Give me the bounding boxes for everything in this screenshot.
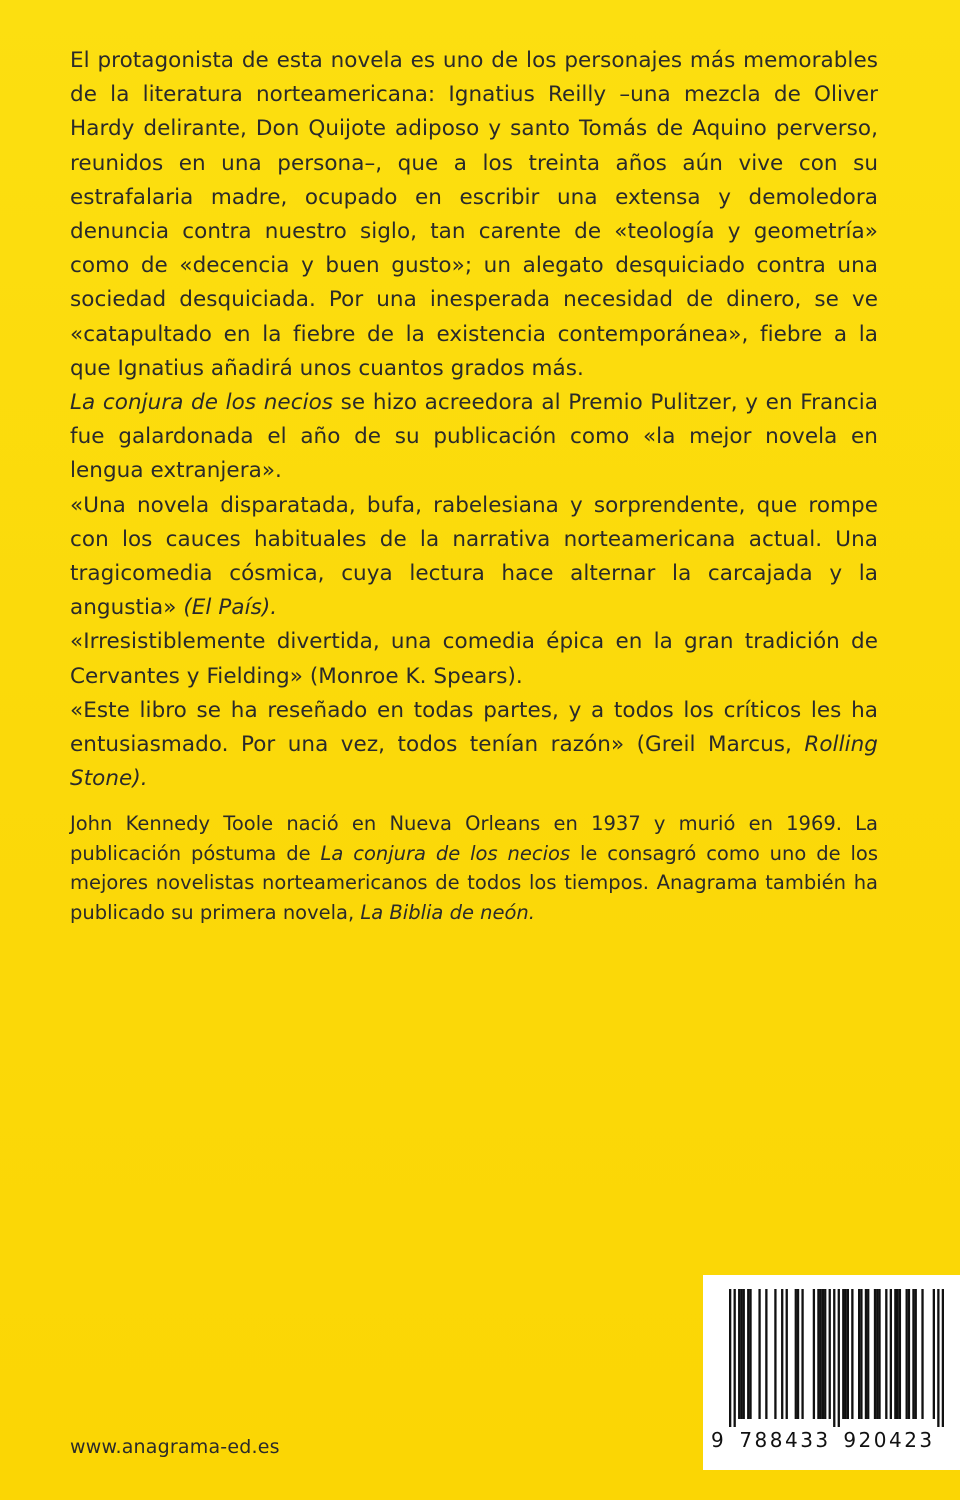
barcode-bar: [817, 1289, 819, 1419]
barcode-bar: [921, 1289, 923, 1419]
barcode-bar: [820, 1289, 822, 1419]
barcode-bar: [838, 1289, 840, 1427]
barcode-bar: [824, 1289, 826, 1419]
barcode-bar: [942, 1289, 944, 1427]
barcode-bar: [908, 1289, 910, 1419]
review-quote-marcus: [70, 694, 878, 797]
book-title-italic: La conjura de los necios: [70, 390, 334, 416]
barcode-bar: [937, 1289, 939, 1427]
barcode-bar: [747, 1289, 749, 1419]
review-quote-el-pais: [70, 489, 878, 626]
barcode-bar: [876, 1289, 878, 1419]
book-title-italic: La conjura de los necios: [320, 841, 571, 865]
barcode-bar: [890, 1289, 892, 1419]
barcode-bar: [729, 1289, 731, 1427]
barcode-bar: [749, 1289, 751, 1419]
barcode-bar: [847, 1289, 849, 1419]
barcode-bar: [765, 1289, 767, 1419]
barcode-bar: [781, 1289, 783, 1419]
barcode-bar: [851, 1289, 853, 1419]
barcode-bar: [867, 1289, 869, 1419]
barcode-bar: [801, 1289, 803, 1419]
barcode-bar: [738, 1289, 740, 1419]
isbn-barcode: [703, 1275, 960, 1470]
barcode-bar: [740, 1289, 742, 1419]
barcode-bar: [865, 1289, 867, 1419]
synopsis-paragraph-1: El protagonista de esta novela es uno de los personajes más memorables de la literatura norteamericana: Ignatius Reilly –una mezcla de Oliver Hardy delirante, Don Quijote adiposo y santo Tomás de Aquino perverso, reunidos en una persona–, que a los treinta años aún vive con su estrafalaria madre, ocupado en escribir una extensa y demoledora denuncia contra nuestro siglo, tan carente de «teología y geometría» como de «decencia y buen gusto»; un alegato desquiciado contra una sociedad desquiciada. Por una inesperada necesidad de dinero, se ve «catapultado en la fiebre de la existencia contemporánea», fiebre a la que Ignatius añadirá unos cuantos grados más.: [70, 48, 878, 381]
review-quote-spears: «Irresistiblemente divertida, una comedia épica en la gran tradición de Cervantes y Fielding» (Monroe K. Spears).: [70, 629, 878, 689]
barcode-bar: [734, 1289, 736, 1427]
barcode-bar: [860, 1289, 862, 1419]
author-bio: [70, 809, 878, 927]
author-bio-paragraph: [70, 809, 878, 927]
barcode-bar: [797, 1289, 799, 1419]
book-title-italic: La Biblia de neón.: [360, 900, 535, 924]
review-quote-text: «Este libro se ha reseñado en todas partes, y a todos los críticos les ha entusiasmado. Por una vez, todos tenían razón» (Greil Marcus,: [70, 697, 878, 758]
barcode-bar: [795, 1289, 797, 1419]
barcode-bar: [878, 1289, 880, 1419]
barcode-bar: [915, 1289, 917, 1419]
author-bio-text: le consagró como uno de los mejores novelistas norteamericanos de todos los tiempos. Anagrama también ha publicado su primera novela,: [70, 841, 878, 924]
barcode-bar: [933, 1289, 935, 1419]
review-quote-text: «Una novela disparatada, bufa, rabelesiana y sorprendente, que rompe con los cauces habituales de la narrativa norteamericana actual. Una tragicomedia cósmica, cuya lectura hace alternar la carcajada y la angustia»: [70, 492, 878, 621]
isbn-right-group: 920423: [843, 1428, 935, 1452]
barcode-bar: [786, 1289, 788, 1419]
barcode-bar: [833, 1289, 835, 1427]
barcode-bar: [896, 1289, 898, 1419]
barcode-bar: [899, 1289, 901, 1419]
barcode-bar: [912, 1289, 914, 1419]
barcode-bars: [729, 1289, 944, 1427]
barcode-bar: [758, 1289, 760, 1419]
author-bio-text: John Kennedy Toole nació en Nueva Orleans en 1937 y murió en 1969. La publicación póstuma de: [70, 812, 878, 865]
publisher-website: www.anagrama-ed.es: [70, 1436, 280, 1458]
isbn-left-group: 788433: [739, 1428, 831, 1452]
barcode-bar: [874, 1289, 876, 1419]
isbn-first-digit: 9: [711, 1428, 724, 1452]
review-source: (El País).: [183, 595, 278, 621]
barcode-bar: [842, 1289, 844, 1419]
barcode-bar: [858, 1289, 860, 1419]
barcode-bar: [813, 1289, 815, 1419]
award-text: se hizo acreedora al Premio Pulitzer, y en Francia fue galardonada el año de su publicación como «la mejor novela en lengua extranjera».: [70, 390, 878, 484]
barcode-bar: [774, 1289, 776, 1419]
barcode-bar: [894, 1289, 896, 1419]
barcode-bar: [743, 1289, 745, 1419]
barcode-bar: [829, 1289, 831, 1419]
barcode-bar: [885, 1289, 887, 1419]
barcode-bar: [844, 1289, 846, 1419]
barcode-bar: [906, 1289, 908, 1419]
review-source: Rolling Stone).: [70, 732, 878, 792]
synopsis-text: [70, 44, 878, 796]
synopsis-paragraph-2: [70, 386, 878, 489]
isbn-number: [711, 1428, 951, 1452]
barcode-bar: [822, 1289, 824, 1419]
